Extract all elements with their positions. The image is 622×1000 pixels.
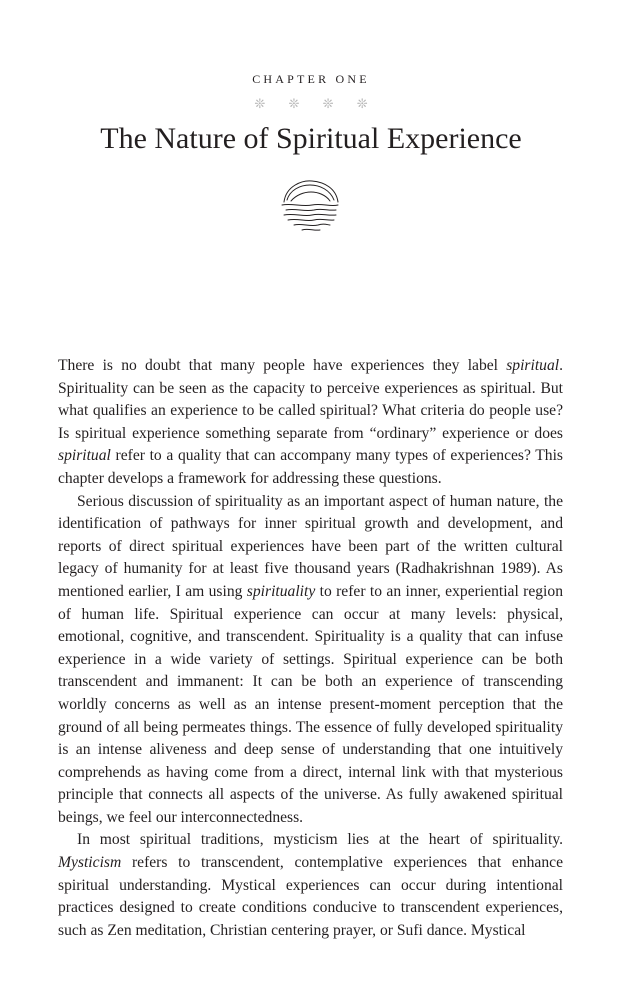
chapter-label: CHAPTER ONE xyxy=(252,72,370,86)
sun-over-water-emblem-icon xyxy=(278,178,342,236)
flower-ornament-icon: ❊ xyxy=(322,96,334,111)
ornament-divider xyxy=(0,96,622,112)
italic-term: spiritual xyxy=(58,447,111,465)
body-text xyxy=(58,355,563,942)
flower-ornament-icon: ❊ xyxy=(254,96,266,111)
paragraph xyxy=(58,491,563,830)
chapter-title: The Nature of Spiritual Experience xyxy=(100,122,522,155)
text-run: In most spiritual traditions, mysticism lies at the heart of spirituality. xyxy=(77,831,563,849)
text-run: to refer to an inner, experiential region of human life. Spiritual experience can occur at many levels: physical, emotional, cognitive, and transcendent. Spirituality is a quality that can infuse experience in a wide variety of settings. Spiritual experience can be both transcendent and immanent: It can be both an experience of transcending worldly concerns as well as an intense present-moment perception that the ground of all being permeates things. The essence of fully developed spirituality is an intense aliveness and deep sense of understanding that one intuitively comprehends as having come from a direct, internal link with that mysterious principle that connects all aspects of the universe. As fully awakened spiritual beings, we feel our interconnectedness. xyxy=(58,582,563,826)
text-run: Serious discussion of spirituality as an important aspect of human nature, the identification of pathways for inner spiritual growth and development, and reports of direct spiritual experiences have been part of the written cultural legacy of humanity for at least five thousand years (Radhakrishnan 1989). As mentioned earlier, I am using xyxy=(58,492,563,600)
italic-term: spiritual xyxy=(506,357,560,374)
italic-term: Mysticism xyxy=(58,854,122,872)
flower-ornament-icon: ❊ xyxy=(356,96,368,111)
italic-term: spirituality xyxy=(246,582,316,600)
paragraph xyxy=(58,355,563,491)
text-run: refer to a quality that can accompany many types of experiences? This chapter develops a framework for addressing these questions. xyxy=(58,447,563,487)
paragraph xyxy=(58,829,563,942)
flower-ornament-icon: ❊ xyxy=(288,96,300,111)
text-run: . Spirituality can be seen as the capacity to perceive experiences as spiritual. But what qualifies an experience to be called spiritual? What criteria do people use? Is spiritual experience something separate from “ordinary” experience or does xyxy=(58,357,563,442)
text-run: There is no doubt that many people have experiences they label xyxy=(58,357,507,374)
text-run: refers to transcendent, contemplative experiences that enhance spiritual understanding. Mystical experiences can occur during intentional practices designed to create conditions conducive to transcendent experiences, such as Zen meditation, Christian centering prayer, or Sufi dance. Mystical xyxy=(58,854,563,939)
